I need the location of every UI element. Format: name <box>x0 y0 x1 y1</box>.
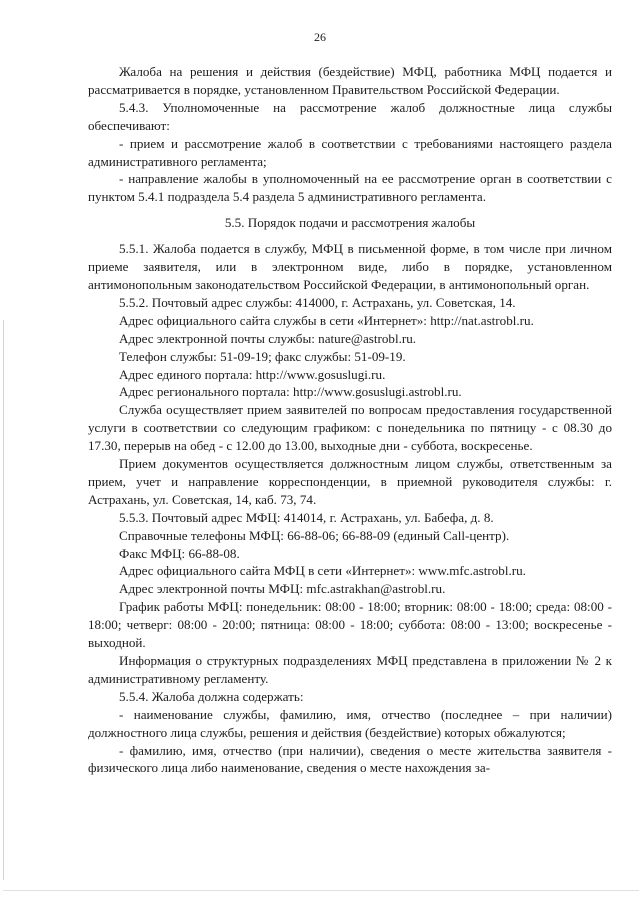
paragraph-5-4-3: 5.4.3. Уполномоченные на рассмотрение жалоб должностные лица службы обеспечивают: <box>88 99 612 133</box>
service-email-line: Адрес электронной почты службы: nature@astrobl.ru. <box>119 330 417 346</box>
paragraph-mfc-structure-info: Информация о структурных подразделениях МФЦ представлена в приложении № 2 к административному регламенту. <box>88 653 612 686</box>
paragraph-complaint-mfc: Жалоба на решения и действия (бездействие) МФЦ, работника МФЦ подается и рассматривается в порядке, установленном Правительством Российской Федерации. <box>88 64 612 97</box>
list-item-service-name: - наименование службы, фамилию, имя, отчество (последнее – при наличии) должностного лица службы, решения и действия (бездействие) которых обжалуются; <box>88 706 612 740</box>
paragraph-mfc-schedule: График работы МФЦ: понедельник: 08:00 - 18:00; вторник: 08:00 - 18:00; среда: 08:00 - 18:00; четверг: 08:00 - 20:00; пятница: 08:00 - 18:00; суббота: 08:00 - 13:00; воскресенье - выходной. <box>88 599 612 651</box>
list-item-forward-complaint: - направление жалобы в уполномоченный на ее рассмотрение орган в соответствии с пунктом 5.4.1 подраздела 5.4 раздела 5 административного регламента. <box>88 171 612 205</box>
page-number: 26 <box>314 30 326 44</box>
paragraph-5-5-2-postal-address: 5.5.2. Почтовый адрес службы: 414000, г. Астрахань, ул. Советская, 14. <box>119 294 516 310</box>
scan-edge-bottom <box>3 890 639 891</box>
section-heading-5-5: 5.5. Порядок подачи и рассмотрения жалобы <box>224 215 476 231</box>
list-item-receive-complaints: - прием и рассмотрение жалоб в соответствии с требованиями настоящего раздела административного регламента; <box>88 135 612 169</box>
paragraph-5-5-4: 5.5.4. Жалоба должна содержать: <box>119 688 304 704</box>
paragraph-document-reception: Прием документов осуществляется должностным лицом службы, ответственным за прием, учет и направление корреспонденции, в приемной руководителя службы: г. Астрахань, ул. Советская, 14, каб. 73, 74. <box>88 456 612 507</box>
scan-edge-left <box>3 320 4 880</box>
mfc-fax-line: Факс МФЦ: 66-88-08. <box>119 545 240 561</box>
unified-portal-line: Адрес единого портала: http://www.gosuslugi.ru. <box>119 366 386 382</box>
mfc-phones-line: Справочные телефоны МФЦ: 66-88-06; 66-88-09 (единый Call-центр). <box>119 527 510 543</box>
paragraph-service-schedule: Служба осуществляет прием заявителей по вопросам предоставления государственной услуги в соответствии со следующим графиком: с понедельника по пятницу - с 08.30 до 17.30, перерыв на обед - с 12.00 до 13.00, выходные дни - суббота, воскресенье. <box>88 402 612 454</box>
service-website-line: Адрес официального сайта службы в сети «Интернет»: http://nat.astrobl.ru. <box>119 312 534 328</box>
mfc-email-line: Адрес электронной почты МФЦ: mfc.astrakhan@astrobl.ru. <box>119 581 446 597</box>
paragraph-5-5-3-mfc-address: 5.5.3. Почтовый адрес МФЦ: 414014, г. Астрахань, ул. Бабефа, д. 8. <box>119 509 494 525</box>
mfc-website-line: Адрес официального сайта МФЦ в сети «Интернет»: www.mfc.astrobl.ru. <box>119 563 526 579</box>
regional-portal-line: Адрес регионального портала: http://www.gosuslugi.astrobl.ru. <box>119 384 462 400</box>
document-body <box>88 63 612 777</box>
service-phone-line: Телефон службы: 51-09-19; факс службы: 51-09-19. <box>119 348 406 364</box>
paragraph-5-5-1: 5.5.1. Жалоба подается в службу, МФЦ в письменной форме, в том числе при личном приеме заявителя, или в электронном виде, либо в порядке, установленном антимонопольным законодательством Российской Федерации, в антимонопольный орган. <box>88 241 612 292</box>
list-item-applicant-name: - фамилию, имя, отчество (при наличии), сведения о месте жительства заявителя - физического лица либо наименование, сведения о месте нахождения за- <box>88 742 612 776</box>
